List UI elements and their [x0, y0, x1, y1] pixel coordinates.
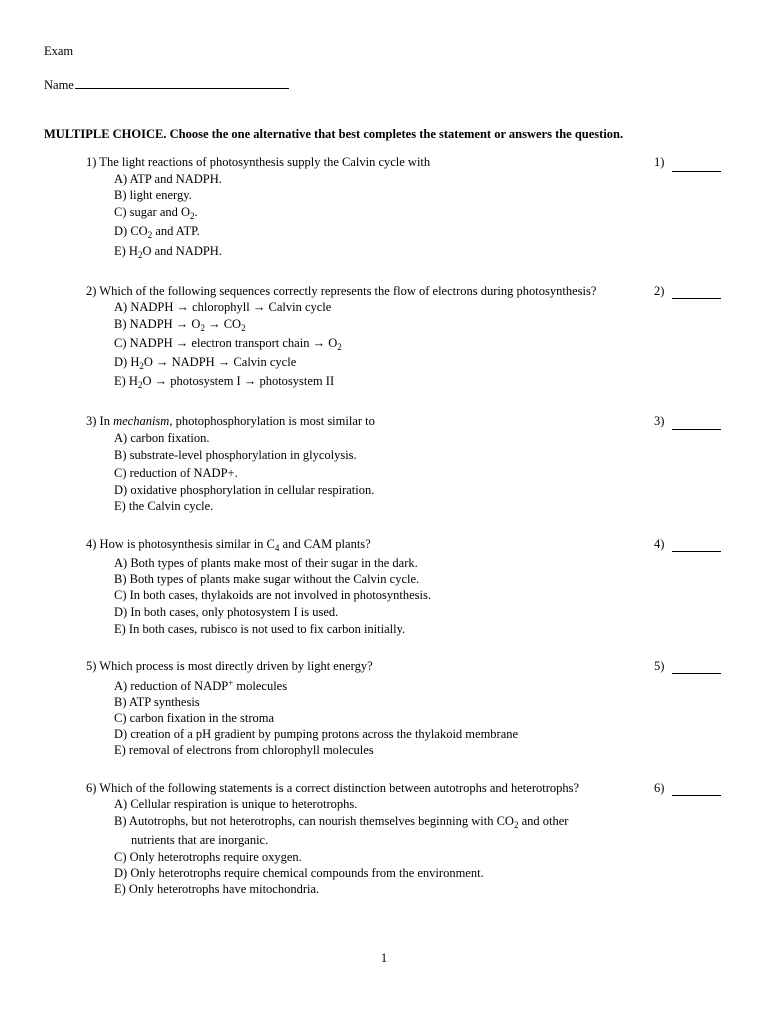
question-3-option-e: E) the Calvin cycle. [114, 499, 214, 513]
name-label: Name [44, 78, 74, 92]
question-1-option-c: C) sugar and $O_2$. [114, 205, 198, 221]
answer-3-blank[interactable] [672, 429, 721, 430]
question-5-option-e: E) removal of electrons from chlorophyll molecules [114, 743, 374, 757]
question-3-option-b: B) substrate-level phosphorylation in glycolysis. [114, 448, 357, 462]
name-field[interactable] [44, 77, 289, 93]
question-3-option-c: C) reduction of NADP+. [114, 466, 238, 480]
question-2-option-d: D) $H_2O$ → NADPH → Calvin cycle [114, 355, 297, 371]
question-3-stem-post: photophosphorylation is most similar to [175, 414, 375, 428]
answer-1-number: 1) [654, 155, 665, 169]
section-instructions: MULTIPLE CHOICE. Choose the one alternative that best completes the statement or answers the question. [44, 127, 624, 141]
question-5-option-b: B) ATP synthesis [114, 695, 200, 709]
answer-6-number: 6) [654, 781, 665, 795]
question-6-option-a: A) Cellular respiration is unique to heterotrophs. [114, 797, 358, 811]
exam-label: Exam [44, 44, 74, 58]
answer-2-blank[interactable] [672, 298, 721, 299]
question-2-option-a: A) NADPH → chlorophyll → Calvin cycle [114, 300, 332, 314]
question-6-option-e: E) Only heterotrophs have mitochondria. [114, 882, 320, 896]
question-3-stem-pre: 3) In [86, 414, 110, 428]
answer-6-blank[interactable] [672, 795, 721, 796]
question-6-option-b: B) Autotrophs, but not heterotrophs, can nourish themselves beginning with $CO_2$ and other [114, 814, 569, 830]
question-3-option-d: D) oxidative phosphorylation in cellular respiration. [114, 483, 375, 497]
question-4-option-a: A) Both types of plants make most of their sugar in the dark. [114, 556, 418, 570]
question-5-stem: 5) Which process is most directly driven by light energy? [86, 659, 373, 673]
answer-5-number: 5) [654, 659, 665, 673]
question-4-option-c: C) In both cases, thylakoids are not involved in photosynthesis. [114, 588, 431, 602]
question-2-option-b: B) NADPH → $O_2 \to CO_2$ [114, 317, 246, 333]
question-6-option-c: C) Only heterotrophs require oxygen. [114, 850, 302, 864]
answer-4-number: 4) [654, 537, 665, 551]
question-4-stem: 4) How is photosynthesis similar in $C_4$ and CAM plants? [86, 537, 371, 553]
question-4-option-e: E) In both cases, rubisco is not used to fix carbon initially. [114, 622, 406, 636]
question-2-option-c: C) NADPH → electron transport chain → $O_2$ [114, 336, 342, 352]
question-3-stem-emphasis: mechanism, [113, 414, 173, 428]
question-6-option-d: D) Only heterotrophs require chemical compounds from the environment. [114, 866, 484, 880]
question-5-option-d: D) creation of a pH gradient by pumping protons across the thylakoid membrane [114, 727, 519, 741]
question-6-option-b-continued: nutrients that are inorganic. [131, 833, 269, 847]
answer-1-blank[interactable] [672, 171, 721, 172]
question-5-option-c: C) carbon fixation in the stroma [114, 711, 275, 725]
answer-5-blank[interactable] [672, 673, 721, 674]
question-1-option-d: D) $CO_2$ and ATP. [114, 224, 200, 240]
question-1-option-b: B) light energy. [114, 188, 192, 202]
question-3-stem [86, 413, 375, 429]
question-2-stem: 2) Which of the following sequences correctly represents the flow of electrons during photosynthesis? [86, 284, 597, 298]
question-6-stem: 6) Which of the following statements is a correct distinction between autotrophs and heterotrophs? [86, 781, 580, 795]
page-number: 1 [380, 951, 388, 965]
answer-4-blank[interactable] [672, 551, 721, 552]
question-1-stem: 1) The light reactions of photosynthesis supply the Calvin cycle with [86, 155, 431, 169]
question-3-option-a: A) carbon fixation. [114, 431, 210, 445]
answer-2-number: 2) [654, 284, 665, 298]
question-2-option-e: E) $H_2O$ → photosystem I → photosystem II [114, 374, 335, 390]
question-1-option-e: E) $H_2O$ and NADPH. [114, 244, 222, 260]
name-blank-line[interactable] [75, 77, 289, 89]
question-1-option-a: A) ATP and NADPH. [114, 172, 222, 186]
question-4-option-d: D) In both cases, only photosystem I is used. [114, 605, 339, 619]
question-4-option-b: B) Both types of plants make sugar without the Calvin cycle. [114, 572, 420, 586]
answer-3-number: 3) [654, 414, 665, 428]
question-5-option-a: A) reduction of NADP+ molecules [114, 678, 288, 693]
